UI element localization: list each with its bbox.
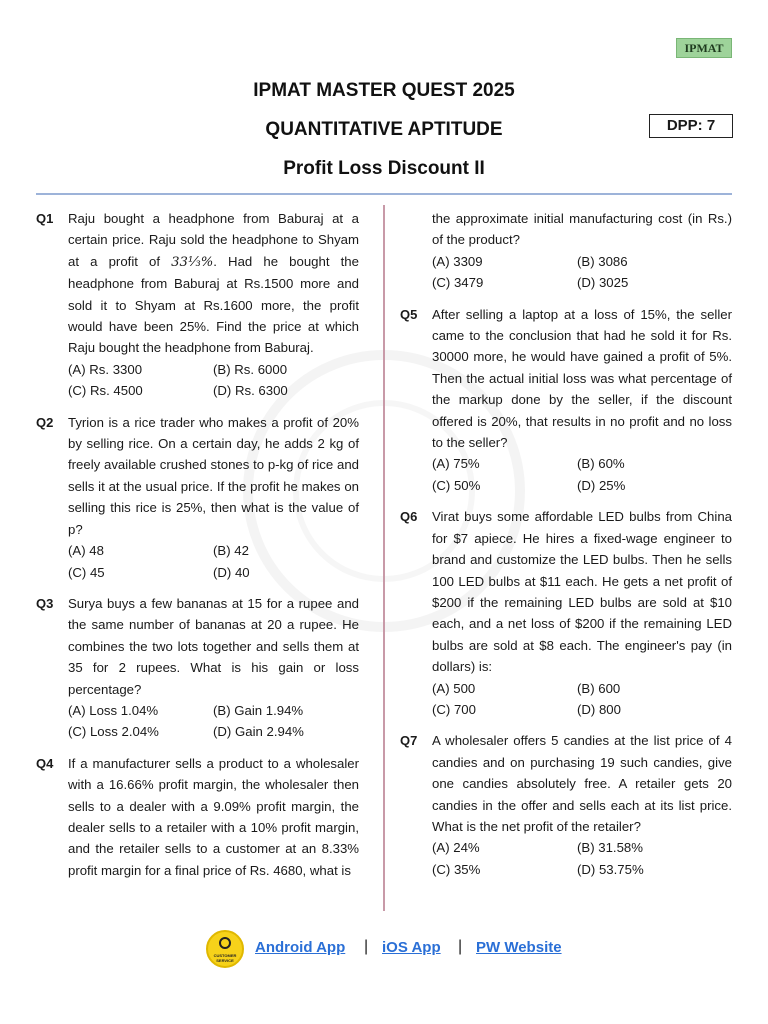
option-b: (B) 42 [213,543,249,559]
question-number: Q3 [36,595,54,611]
option-b: (B) 600 [577,680,621,696]
option-b: (B) 3086 [577,253,628,269]
subject-title: QUANTITATIVE APTITUDE [265,119,503,140]
dpp-badge: DPP: 7 [649,114,733,138]
option-c: (C) 3479 [432,275,484,291]
options [432,453,732,496]
options [432,678,732,721]
option-c: (C) 35% [432,861,481,877]
options [432,251,732,294]
question-text: A wholesaler offers 5 candies at the list price of 4 candies and on purchasing 19 such candies, give one candies absolutely free. A retailer gets 20 candies in the offer and sells each at its list price. What is the net profit of the retailer? [432,733,732,834]
question-7 [400,730,732,880]
pw-website-link[interactable]: PW Website [476,939,562,956]
option-a: (A) 48 [68,543,104,559]
exam-tag: IPMAT [676,38,732,58]
option-d: (D) 3025 [577,275,629,291]
option-c: (C) 700 [432,701,476,717]
option-a: (A) Rs. 3300 [68,361,143,377]
option-a: (A) 24% [432,840,480,856]
separator: | [364,938,369,955]
question-text: Surya buys a few bananas at 15 for a rupee and the same number of bananas at 20 a rupee. He combines the two lots together and sells them at 35 for 2 rupees. What is his gain or loss percentage? [68,595,359,697]
android-app-link[interactable]: Android App [255,939,346,956]
fraction: 33⅓% [171,254,214,270]
option-a: (A) 3309 [432,253,483,269]
option-d: (D) 25% [577,477,626,493]
page-title: IPMAT MASTER QUEST 2025 [253,80,515,101]
option-b: (B) 31.58% [577,840,643,856]
option-b: (B) Rs. 6000 [213,361,288,377]
option-a: (A) 500 [432,680,476,696]
topic-title: Profit Loss Discount II [283,158,485,179]
option-a: (A) 75% [432,456,480,472]
option-c: (C) 45 [68,564,105,580]
question-text: Virat buys some affordable LED bulbs from China for $7 apiece. He hires a fixed-wage engineer to brand and customize the LED bulbs. Then he sells 100 LED bulbs at $11 each. He gets a net profit of $200 if the remaining LED bulbs are sold at $10 each, and a net loss of $200 if the remaining LED bulbs are sold at $8 each. The engineer's pay (in dollars) is: [432,509,732,675]
option-d: (D) 53.75% [577,861,644,877]
question-6 [400,506,732,720]
footer [0,928,768,970]
question-number: Q5 [400,306,418,322]
options [68,359,359,402]
option-d: (D) 40 [213,564,250,580]
header-rule [36,193,732,195]
option-a: (A) Loss 1.04% [68,702,159,718]
question-5 [400,304,732,497]
option-b: (B) Gain 1.94% [213,702,304,718]
options [68,540,359,583]
logo-caption: CUSTOMER SERVICE [213,953,237,963]
right-column [400,208,732,890]
question-2 [36,412,359,583]
left-column [36,208,359,891]
ios-app-link[interactable]: iOS App [382,939,441,956]
option-d: (D) Rs. 6300 [213,383,288,399]
option-b: (B) 60% [577,456,625,472]
question-4-continued [400,208,732,294]
question-number: Q1 [36,211,54,226]
headset-icon [219,937,231,949]
question-text: Tyrion is a rice trader who makes a profit of 20% by selling rice. On a certain day, he adds 2 kg of freely available crushed stones to p-kg of rice and sells it at the usual price. If the profit he makes on selling this rice is 25%, then what is the value of p? [68,414,359,537]
question-text: the approximate initial manufacturing cost (in Rs.) of the product? [432,211,732,248]
option-c: (C) Rs. 4500 [68,383,143,399]
option-c: (C) Loss 2.04% [68,724,159,740]
options [68,700,359,743]
question-1 [36,208,359,402]
question-number: Q7 [400,733,418,749]
column-divider [383,205,385,911]
question-4 [36,753,359,881]
option-d: (D) 800 [577,701,621,717]
customer-service-icon [206,930,244,968]
question-text: After selling a laptop at a loss of 15%, the seller came to the conclusion that had he sold it for Rs. 30000 more, he would have gained a profit of 5%. Then the actual initial loss was what percentage of the markup done by the seller, if the discount offered is 20%, that results in no profit and no loss to the seller? [432,306,732,451]
question-3 [36,593,359,743]
separator: | [458,938,463,955]
question-number: Q4 [36,755,54,771]
question-number: Q2 [36,414,54,430]
question-text: If a manufacturer sells a product to a wholesaler with a 16.66% profit margin, the wholesaler then sells to a dealer with a 9.09% profit margin, the dealer sells to a retailer with a 10% profit margin, and the retailer sells to a customer at an 8.33% profit margin for a final price of Rs. 4680, what is [68,755,359,878]
question-number: Q6 [400,509,418,525]
options [432,837,732,880]
question-text: Raju bought a headphone from Baburaj at a certain price. Raju sold the headphone to Shyam at a profit of 33⅓%. Had he bought the headphone from Baburaj at Rs.1500 more and sold it to Shyam at Rs.1600 more, the profit would have been 25%. Find the price at which Raju bought the headphone from Baburaj. [68,211,359,356]
option-c: (C) 50% [432,477,481,493]
option-d: (D) Gain 2.94% [213,724,304,740]
